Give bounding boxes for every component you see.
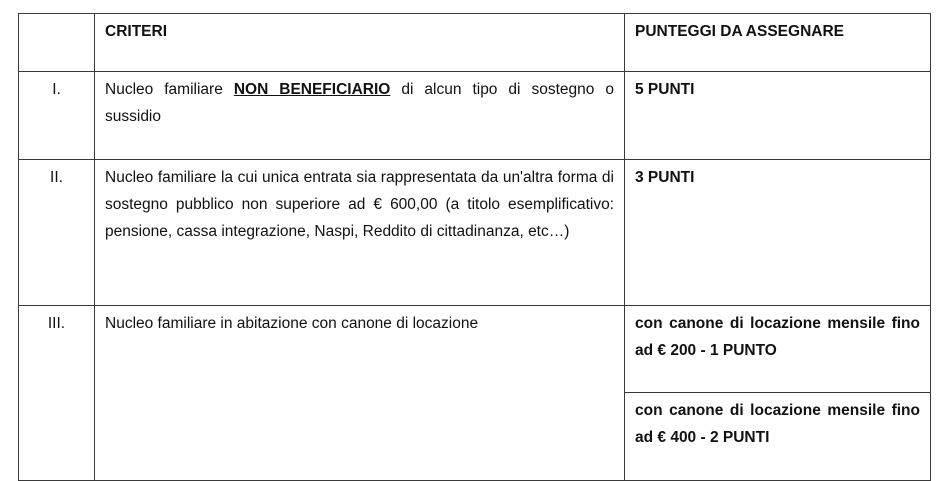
- points-value: 3 PUNTI: [625, 160, 931, 306]
- table-row: [19, 306, 931, 393]
- row-number: I.: [19, 72, 95, 160]
- header-points: PUNTEGGI DA ASSEGNARE: [625, 14, 931, 72]
- criterion-text: [95, 72, 625, 160]
- table-row: [19, 72, 931, 160]
- header-criteria: CRITERI: [95, 14, 625, 72]
- points-option: con canone di locazione mensile fino ad € 200 - 1 PUNTO: [625, 306, 931, 393]
- criterion-text: Nucleo familiare in abitazione con canone di locazione: [95, 306, 625, 481]
- criteria-table: [18, 13, 931, 481]
- criterion-text-start: Nucleo familiare: [105, 81, 234, 98]
- criterion-text: Nucleo familiare la cui unica entrata sia rappresentata da un'altra forma di sostegno pubblico non superiore ad € 600,00 (a titolo esemplificativo: pensione, cassa integrazione, Naspi, Reddito di cittadinanza, etc…): [95, 160, 625, 306]
- row-number: III.: [19, 306, 95, 481]
- table-row: [19, 160, 931, 306]
- criterion-text-end: di alcun tipo di sostegno o sussidio: [105, 81, 614, 125]
- points-value: 5 PUNTI: [625, 72, 931, 160]
- points-option: con canone di locazione mensile fino ad € 400 - 2 PUNTI: [625, 393, 931, 481]
- header-number-cell: [19, 14, 95, 72]
- table-header-row: [19, 14, 931, 72]
- criterion-emphasis: NON BENEFICIARIO: [233, 81, 391, 98]
- row-number: II.: [19, 160, 95, 306]
